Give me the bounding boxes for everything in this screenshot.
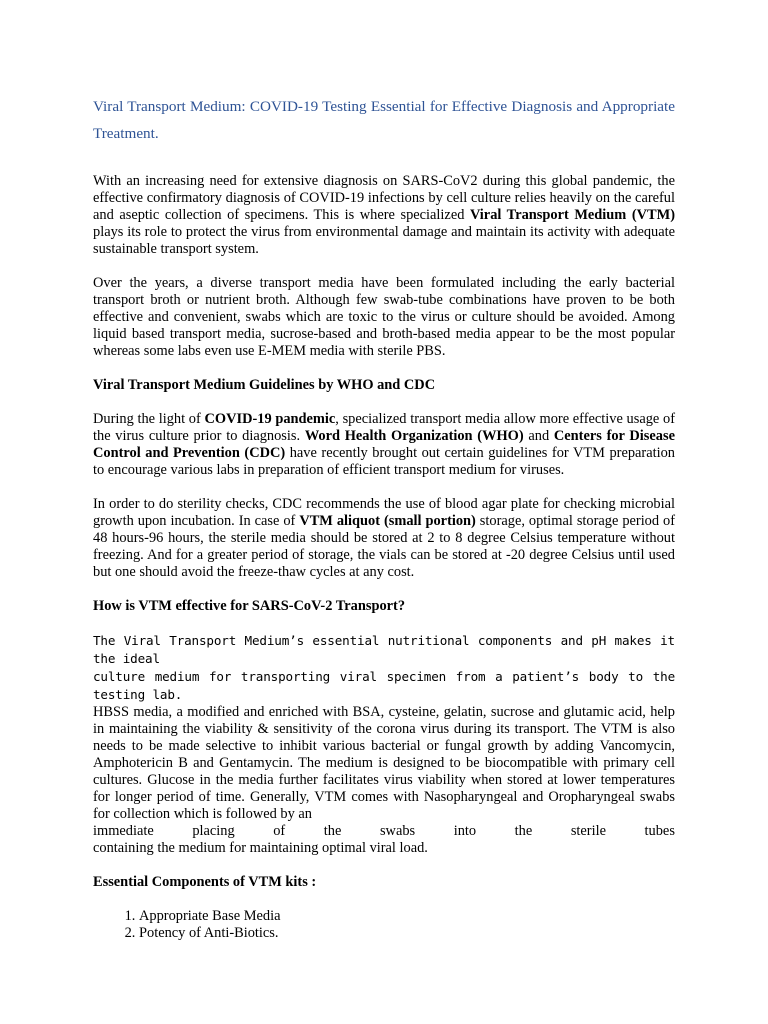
word: swabs	[379, 823, 416, 839]
heading-guidelines: Viral Transport Medium Guidelines by WHO and CDC	[93, 377, 436, 393]
text-run: , specialized transport media allow more effective usage of the virus culture prior to diagnosis.	[93, 411, 675, 444]
bold-vtm: Viral Transport Medium (VTM)	[469, 207, 675, 223]
line-mono-1: The Viral Transport Medium’s essential nutritional components and pH makes it the ideal	[93, 633, 675, 666]
word: into	[453, 823, 477, 839]
word: tubes	[644, 823, 675, 839]
text-run: and	[523, 428, 554, 444]
word: of	[273, 823, 286, 839]
heading-effectiveness: How is VTM effective for SARS-CoV-2 Transport?	[93, 598, 406, 614]
text-run: HBSS media, a modified and enriched with BSA, cysteine, gelatin, sucrose and glutamic acid, help in maintaining the viability & sensitivity of the corona virus during its transport. The VTM is also needs to be made selective to inhibit various bacterial or fungal growth by adding Vancomycin, Amphotericin B and Gentamycin. The medium is designed to be biocompatible with primary cell cultures. Glucose in the media further facilitates virus viability when stored at lower temperatures for longer period of time. Generally, VTM comes with Nasopharyngeal and Oropharyngeal swabs for collection which is followed by an	[93, 704, 675, 822]
text-run: have recently brought out certain guidelines for VTM preparation to encourage various labs in preparation of efficient transport medium for viruses.	[93, 445, 676, 478]
text-run: In order to do sterility checks, CDC recommends the use of blood agar plate for checking microbial growth upon incubation. In case of	[93, 496, 675, 529]
list-item: 1. Appropriate Base Media	[139, 908, 675, 925]
text-run: plays its role to protect the virus from environmental damage and maintain its activity with adequate sustainable transport system.	[93, 224, 675, 257]
text-run: containing the medium for maintaining optimal viral load.	[93, 840, 428, 856]
text-run: storage, optimal storage period of 48 hours-96 hours, the sterile media should be stored at 2 to 8 degree Celsius temperature without freezing. And for a greater period of storage, the vials can be stored at -20 degree Celsius until used but one should avoid the freeze-thaw cycles at any cost.	[93, 513, 676, 580]
document-title	[93, 93, 675, 147]
paragraph-guidelines	[93, 411, 675, 479]
spread-line	[93, 823, 675, 840]
text-run: During the light of	[93, 411, 205, 427]
paragraph-history: Over the years, a diverse transport media have been formulated including the early bacterial transport broth or nutrient broth. Although few swab-tube combinations have proven to be both effective and convenient, swabs which are toxic to the virus or culture should be avoided. Among liquid based transport media, sucrose-based and broth-based media appear to be the most popular whereas some labs even use E-MEM media with sterile PBS.	[93, 275, 675, 359]
word: immediate	[93, 823, 154, 839]
word: the	[323, 823, 342, 839]
bold-aliquot: VTM aliquot (small portion)	[299, 513, 476, 529]
text-run: With an increasing need for extensive diagnosis on SARS-CoV2 during this global pandemic, the effective confirmatory diagnosis of COVID-19 infections by cell culture relies heavily on the careful and aseptic collection of specimens. This is where specialized	[93, 173, 675, 223]
list-item: 2. Potency of Anti-Biotics.	[139, 925, 675, 942]
line-mono-2: culture medium for transporting viral specimen from a patient’s body to the testing lab.	[93, 669, 675, 702]
document-page	[93, 93, 675, 942]
bold-covid: COVID-19 pandemic	[204, 411, 336, 427]
word: sterile	[570, 823, 606, 839]
word: placing	[192, 823, 235, 839]
components-list	[93, 908, 675, 942]
paragraph-intro	[93, 173, 675, 258]
bold-who: Word Health Organization (WHO)	[304, 428, 524, 444]
bold-cdc: Centers for Disease Control and Prevention (CDC)	[93, 428, 675, 461]
title-link[interactable]: Viral Transport Medium: COVID-19 Testing Essential for Effective Diagnosis and Appropriate Treatment.	[93, 98, 675, 142]
paragraph-sterility	[93, 496, 675, 581]
word: the	[514, 823, 533, 839]
paragraph-effectiveness	[93, 632, 675, 857]
heading-components: Essential Components of VTM kits :	[93, 874, 317, 890]
